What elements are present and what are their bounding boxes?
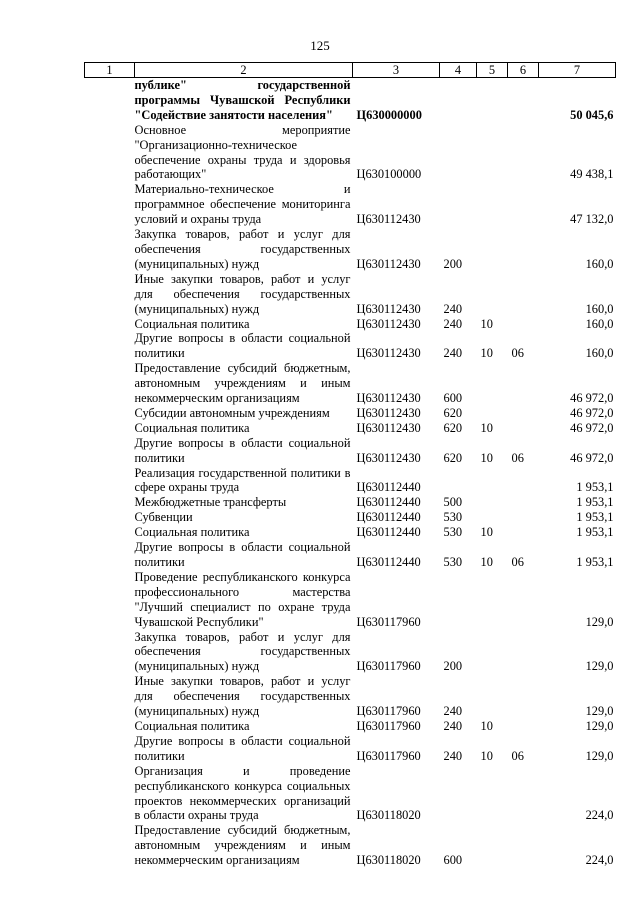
col-1-cell: [85, 182, 135, 227]
amount: 160,0: [585, 256, 614, 271]
header-col-7: 7: [539, 63, 616, 78]
subsection-code: [508, 182, 539, 227]
target-code: Ц630112440: [356, 480, 421, 495]
item-name: Иные закупки товаров, работ и услуг для обеспечения государственных (муниципальных) нужд: [134, 674, 351, 719]
table-row: [85, 525, 616, 540]
subsection-code: [508, 272, 539, 317]
item-name: Субсидии автономным учреждениям: [134, 405, 330, 420]
budget-table: [84, 62, 616, 868]
subsection-code: [508, 495, 539, 510]
expense-type: 620: [443, 405, 463, 420]
expense-type: [440, 78, 477, 123]
expense-type: 240: [443, 718, 463, 733]
header-col-1: 1: [85, 63, 135, 78]
target-code: Ц630112430: [356, 301, 421, 316]
table-row: [85, 570, 616, 630]
section-code: [477, 674, 508, 719]
col-1-cell: [85, 421, 135, 436]
table-row: [85, 78, 616, 123]
expense-type: [440, 466, 477, 496]
amount: 47 132,0: [570, 212, 614, 227]
table-row: [85, 361, 616, 406]
section-code: [477, 764, 508, 824]
amount: 49 438,1: [570, 167, 614, 182]
subsection-code: [508, 570, 539, 630]
subsection-code: [508, 525, 539, 540]
target-code: Ц630112440: [356, 555, 421, 569]
expense-type: 620: [443, 450, 463, 465]
section-code: 10: [480, 748, 493, 763]
section-code: [477, 182, 508, 227]
header-col-2: 2: [135, 63, 353, 78]
table-header: [85, 63, 616, 78]
amount: 160,0: [585, 346, 614, 361]
item-name: Социальная политика: [134, 420, 250, 435]
target-code: Ц630112430: [356, 212, 421, 227]
target-code: Ц630117960: [356, 614, 421, 629]
subsection-code: 06: [511, 555, 524, 569]
target-code: Ц630118020: [356, 808, 421, 823]
expense-type: 240: [443, 346, 463, 361]
target-code: Ц630112440: [356, 510, 421, 525]
target-code: Ц630112430: [356, 391, 421, 406]
amount: 224,0: [585, 853, 614, 868]
col-1-cell: [85, 272, 135, 317]
target-code: Ц630117960: [356, 704, 421, 719]
item-name: Организация и проведение республиканского конкурса социальных проектов некоммерческих организаций в области охраны труда: [134, 763, 351, 823]
table-row: [85, 421, 616, 436]
amount: 129,0: [585, 614, 614, 629]
section-code: [477, 630, 508, 675]
col-1-cell: [85, 331, 135, 361]
table-row: [85, 227, 616, 272]
table-row: [85, 182, 616, 227]
item-name: Иные закупки товаров, работ и услуг для обеспечения государственных (муниципальных) нужд: [134, 271, 351, 316]
section-code: 10: [480, 450, 493, 465]
target-code: Ц630117960: [356, 718, 421, 733]
col-1-cell: [85, 734, 135, 764]
col-1-cell: [85, 466, 135, 496]
expense-type: 200: [443, 256, 463, 271]
header-col-5: 5: [477, 63, 508, 78]
table-row: [85, 630, 616, 675]
col-1-cell: [85, 525, 135, 540]
expense-type: 240: [443, 316, 463, 331]
amount: 1 953,1: [576, 555, 614, 569]
table-row: [85, 272, 616, 317]
amount: 46 972,0: [570, 405, 614, 420]
table-body: [85, 78, 616, 869]
expense-type: 620: [443, 420, 463, 435]
table-row: [85, 719, 616, 734]
target-code: Ц630118020: [356, 853, 421, 868]
amount: 160,0: [585, 301, 614, 316]
amount: 129,0: [585, 748, 614, 763]
subsection-code: [508, 630, 539, 675]
expense-type: 200: [443, 659, 463, 674]
subsection-code: 06: [511, 450, 524, 465]
item-name: Субвенции: [134, 510, 193, 525]
target-code: Ц630100000: [356, 167, 422, 182]
target-code: Ц630112440: [356, 495, 421, 510]
table-row: [85, 495, 616, 510]
section-code: [477, 272, 508, 317]
item-name: публике" государственной программы Чувашской Республики "Содействие занятости населения": [134, 78, 351, 122]
table-row: [85, 764, 616, 824]
table-row: [85, 317, 616, 332]
expense-type: [440, 182, 477, 227]
expense-type: 500: [443, 495, 463, 510]
amount: 46 972,0: [570, 391, 614, 406]
table-row: [85, 123, 616, 183]
expense-type: 240: [443, 748, 463, 763]
subsection-code: 06: [511, 748, 524, 763]
section-code: 10: [480, 555, 493, 569]
expense-type: 600: [443, 391, 463, 406]
subsection-code: [508, 466, 539, 496]
subsection-code: [508, 421, 539, 436]
header-col-3: 3: [353, 63, 440, 78]
item-name: Предоставление субсидий бюджетным, автономным учреждениям и иным некоммерческим организациям: [134, 361, 351, 406]
amount: 129,0: [585, 659, 614, 674]
amount: 1 953,1: [576, 495, 614, 510]
target-code: Ц630117960: [356, 659, 421, 674]
section-code: [477, 823, 508, 868]
subsection-code: [508, 719, 539, 734]
target-code: Ц630112430: [356, 256, 421, 271]
expense-type: [440, 764, 477, 824]
item-name: Другие вопросы в области социальной политики: [134, 540, 351, 569]
target-code: Ц630117960: [356, 748, 421, 763]
item-name: Другие вопросы в области социальной политики: [134, 331, 351, 361]
target-code: Ц630112440: [356, 525, 421, 540]
col-1-cell: [85, 674, 135, 719]
table-row: [85, 540, 616, 570]
col-1-cell: [85, 78, 135, 123]
amount: 50 045,6: [570, 107, 614, 122]
item-name: Социальная политика: [134, 525, 250, 540]
target-code: Ц630112430: [356, 405, 421, 420]
expense-type: 600: [443, 853, 463, 868]
section-code: [477, 227, 508, 272]
expense-type: [440, 570, 477, 630]
subsection-code: [508, 361, 539, 406]
section-code: 10: [480, 420, 493, 435]
col-1-cell: [85, 436, 135, 466]
item-name: Социальная политика: [134, 316, 250, 331]
item-name: Материально-техническое и программное обеспечение мониторинга условий и охраны труда: [134, 182, 351, 227]
subsection-code: [508, 764, 539, 824]
item-name: Закупка товаров, работ и услуг для обеспечения государственных (муниципальных) нужд: [134, 227, 351, 271]
amount: 129,0: [585, 704, 614, 719]
amount: 129,0: [585, 718, 614, 733]
amount: 46 972,0: [570, 450, 614, 465]
subsection-code: [508, 227, 539, 272]
subsection-code: [508, 823, 539, 868]
section-code: [477, 510, 508, 525]
col-1-cell: [85, 510, 135, 525]
section-code: [477, 406, 508, 421]
table-row: [85, 436, 616, 466]
col-1-cell: [85, 227, 135, 272]
item-name: Социальная политика: [134, 718, 250, 733]
expense-type: 240: [443, 301, 463, 316]
expense-type: 530: [443, 510, 463, 525]
item-name: Закупка товаров, работ и услуг для обеспечения государственных (муниципальных) нужд: [134, 629, 351, 674]
col-1-cell: [85, 495, 135, 510]
section-code: 10: [480, 346, 493, 361]
subsection-code: [508, 317, 539, 332]
amount: 1 953,1: [576, 525, 614, 540]
header-row: [85, 63, 616, 78]
expense-type: 530: [443, 555, 463, 569]
table-row: [85, 734, 616, 764]
section-code: [477, 123, 508, 183]
page-number: 125: [310, 38, 330, 53]
item-name: Межбюджетные трансферты: [134, 495, 287, 510]
subsection-code: [508, 674, 539, 719]
col-1-cell: [85, 406, 135, 421]
target-code: Ц630112430: [356, 450, 421, 465]
col-1-cell: [85, 823, 135, 868]
expense-type: [440, 123, 477, 183]
col-1-cell: [85, 570, 135, 630]
col-1-cell: [85, 630, 135, 675]
target-code: Ц630000000: [356, 107, 422, 122]
col-1-cell: [85, 719, 135, 734]
amount: 224,0: [585, 808, 614, 823]
item-name: Реализация государственной политики в сфере охраны труда: [134, 465, 351, 495]
item-name: Другие вопросы в области социальной политики: [134, 733, 351, 763]
item-name: Другие вопросы в области социальной политики: [134, 435, 351, 465]
subsection-code: 06: [511, 346, 524, 361]
item-name: Проведение республиканского конкурса профессионального мастерства "Лучший специалист по охране труда Чувашской Республики": [134, 569, 351, 629]
table-row: [85, 823, 616, 868]
header-col-6: 6: [508, 63, 539, 78]
item-name: Основное мероприятие "Организационно-техническое обеспечение охраны труда и здоровья работающих": [134, 122, 351, 182]
section-code: [477, 495, 508, 510]
target-code: Ц630112430: [356, 346, 421, 361]
amount: 46 972,0: [570, 420, 614, 435]
table-row: [85, 406, 616, 421]
col-1-cell: [85, 123, 135, 183]
col-1-cell: [85, 317, 135, 332]
section-code: [477, 361, 508, 406]
table-row: [85, 466, 616, 496]
table-row: [85, 331, 616, 361]
subsection-code: [508, 78, 539, 123]
amount: 1 953,1: [576, 480, 614, 495]
amount: 160,0: [585, 316, 614, 331]
target-code: Ц630112430: [356, 420, 421, 435]
amount: 1 953,1: [576, 510, 614, 525]
header-col-4: 4: [440, 63, 477, 78]
subsection-code: [508, 510, 539, 525]
expense-type: 240: [443, 704, 463, 719]
section-code: 10: [480, 316, 493, 331]
col-1-cell: [85, 361, 135, 406]
item-name: Предоставление субсидий бюджетным, автономным учреждениям и иным некоммерческим организациям: [134, 823, 351, 868]
section-code: [477, 466, 508, 496]
col-1-cell: [85, 764, 135, 824]
section-code: 10: [480, 525, 493, 540]
section-code: [477, 570, 508, 630]
table-row: [85, 674, 616, 719]
subsection-code: [508, 123, 539, 183]
target-code: Ц630112430: [356, 316, 421, 331]
expense-type: 530: [443, 525, 463, 540]
subsection-code: [508, 406, 539, 421]
table-row: [85, 510, 616, 525]
section-code: [477, 78, 508, 123]
col-1-cell: [85, 540, 135, 570]
section-code: 10: [480, 718, 493, 733]
